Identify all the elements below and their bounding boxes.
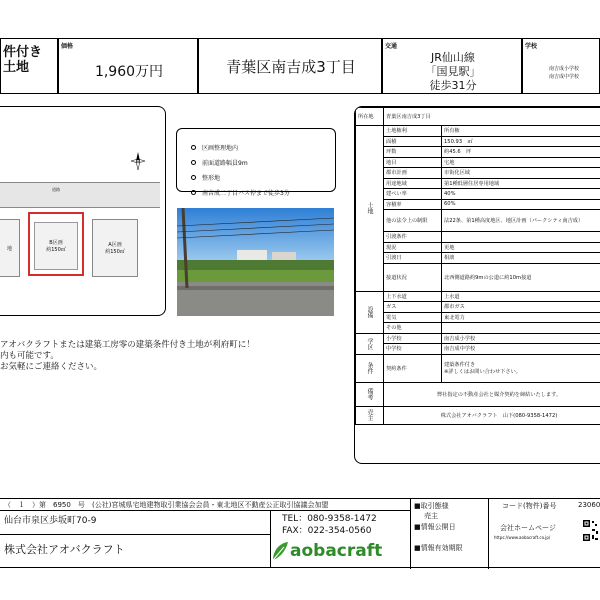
spec-value: 上水道 bbox=[442, 291, 600, 302]
header-price-cell bbox=[58, 38, 198, 94]
price-value: 1,960万円 bbox=[94, 64, 164, 80]
features-box bbox=[176, 128, 336, 197]
lot-b-area: 約150㎡ bbox=[46, 247, 66, 253]
company-logo bbox=[270, 535, 398, 567]
spec-key: 土地権利 bbox=[384, 126, 442, 137]
feature-item: 区画整理地内 bbox=[191, 143, 335, 152]
address-value: 青葉区南吉成3丁目 bbox=[226, 57, 356, 76]
remarks-section: 備考 bbox=[356, 382, 384, 406]
site-photo bbox=[177, 208, 334, 316]
qr-code-icon[interactable] bbox=[582, 519, 600, 543]
land-section: 土地 bbox=[356, 126, 384, 292]
footer bbox=[0, 498, 600, 568]
lot-a-label: A区画 bbox=[108, 242, 122, 248]
spec-key: 都市計画 bbox=[384, 168, 442, 179]
spec-value: 法22条、第1種高度地区、地区計画（パークシティ南吉成） bbox=[442, 210, 600, 232]
conditions-section: 条件 bbox=[356, 354, 384, 382]
feature-item: 南吉成二丁目バス停まで徒歩3分 bbox=[191, 188, 335, 197]
spec-value: 所有権 bbox=[442, 126, 600, 137]
spec-key: 現況 bbox=[384, 242, 442, 253]
lot-a-area: 約150㎡ bbox=[105, 249, 125, 255]
school-section: 学区 bbox=[356, 333, 384, 354]
road bbox=[0, 182, 160, 208]
spec-value: 約45.6 坪 bbox=[442, 147, 600, 158]
header-type-cell bbox=[0, 38, 58, 94]
facility-section: 設備 bbox=[356, 291, 384, 333]
transport-label: 交通 bbox=[385, 43, 398, 50]
spec-key: 契約条件 bbox=[384, 354, 442, 382]
spec-key: 容積率 bbox=[384, 199, 442, 210]
feature-item: 前面道路幅員9m bbox=[191, 158, 335, 167]
spec-key: 接道状況 bbox=[384, 263, 442, 291]
circle-icon bbox=[191, 175, 196, 180]
spec-value: 150.93 ㎡ bbox=[442, 136, 600, 147]
trade-label: ■取引態様 bbox=[414, 502, 449, 510]
spec-value: 60% bbox=[442, 199, 600, 210]
transport-station: 「国見駅」 bbox=[425, 65, 481, 78]
site-map bbox=[0, 106, 166, 316]
header-transport-cell bbox=[382, 38, 522, 94]
location-value: 青葉区南吉成3丁目 bbox=[384, 108, 600, 126]
spec-table bbox=[355, 107, 600, 425]
spec-key: 引渡条件 bbox=[384, 232, 442, 243]
spec-key: 電気 bbox=[384, 312, 442, 323]
lot-a bbox=[92, 219, 138, 277]
spec-key: 地目 bbox=[384, 157, 442, 168]
circle-icon bbox=[191, 160, 196, 165]
spec-key: 上下水道 bbox=[384, 291, 442, 302]
spec-value: 第1種低層住居専用地域 bbox=[442, 178, 600, 189]
remarks-value: 弊社指定の不動産会社と媒介契約を締結いたします。 bbox=[384, 382, 600, 406]
spec-panel bbox=[354, 106, 600, 464]
description-line: 内も可能です。 bbox=[0, 351, 59, 361]
trade-value: 売主 bbox=[424, 512, 438, 520]
spec-value: 南吉成小学校 bbox=[442, 333, 600, 344]
header-address-cell bbox=[198, 38, 382, 94]
lot-left bbox=[0, 219, 20, 277]
lot-b-label: B区画 bbox=[49, 240, 63, 246]
circle-icon bbox=[191, 145, 196, 150]
spec-key: ガス bbox=[384, 302, 442, 313]
homepage-label: 会社ホームページ bbox=[500, 524, 556, 532]
spec-key: 中学校 bbox=[384, 344, 442, 355]
spec-value: 40% bbox=[442, 189, 600, 200]
code-value: 23060 bbox=[578, 501, 600, 509]
spec-key: 坪数 bbox=[384, 147, 442, 158]
school-1: 南吉成小学校 bbox=[549, 66, 580, 72]
spec-value: 都市ガス bbox=[442, 302, 600, 313]
spec-value bbox=[442, 232, 600, 243]
description-line: アオバクラフトまたは建築工房零の建築条件付き土地が利府町に！ bbox=[0, 340, 255, 350]
spec-key: 面積 bbox=[384, 136, 442, 147]
expiry-label: ■情報有効期限 bbox=[414, 544, 463, 552]
association: (公社)宮城県宅地建物取引業協会会員・東北地区不動産公正取引協議会加盟 bbox=[92, 501, 329, 509]
spec-value: 市街化区域 bbox=[442, 168, 600, 179]
price-label: 価格 bbox=[61, 43, 74, 50]
description bbox=[0, 340, 260, 373]
company-address: 仙台市泉区歩坂町70-9 bbox=[4, 516, 97, 526]
transport-line: JR仙山線 bbox=[431, 51, 475, 64]
spec-key: 引渡日 bbox=[384, 253, 442, 264]
company-name: 株式会社アオバクラフト bbox=[4, 543, 125, 556]
lot-left-label: 地 bbox=[6, 245, 12, 252]
leaf-logo-icon bbox=[270, 540, 290, 562]
spec-key: 用途地域 bbox=[384, 178, 442, 189]
license-number: （ １ ）第 6950 号 bbox=[4, 501, 85, 509]
owner-section: 売主 bbox=[356, 406, 384, 424]
code-label: コード(物件)番号 bbox=[502, 502, 557, 510]
spec-value bbox=[442, 323, 600, 334]
spec-key: 建ぺい率 bbox=[384, 189, 442, 200]
road-label: 道路 bbox=[52, 187, 60, 192]
property-type: 件付き 土地 bbox=[3, 45, 43, 75]
circle-icon bbox=[191, 190, 196, 195]
homepage-url[interactable]: https://www.aobacraft.co.jp/ bbox=[494, 535, 551, 540]
location-label: 所在地 bbox=[356, 108, 384, 126]
spec-value: 北西側道路約9mの公道に約10m接道 bbox=[442, 263, 600, 291]
spec-value: 建築条件付き ※詳しくはお問い合わせ下さい。 bbox=[442, 354, 600, 382]
company-tel: TEL：080-9358-1472 bbox=[282, 514, 377, 524]
feature-item: 整形地 bbox=[191, 173, 335, 182]
school-2: 南吉成中学校 bbox=[549, 74, 580, 80]
company-fax: FAX：022-354-0560 bbox=[282, 526, 372, 536]
spec-value: 更地 bbox=[442, 242, 600, 253]
owner-value: 株式会社アオバクラフト 山下(080-9358-1472) bbox=[384, 406, 600, 424]
info-date-label: ■情報公開日 bbox=[414, 523, 456, 531]
spec-key: その他 bbox=[384, 323, 442, 334]
spec-key: 小学校 bbox=[384, 333, 442, 344]
spec-value: 南吉成中学校 bbox=[442, 344, 600, 355]
north-arrow-icon bbox=[130, 151, 146, 171]
header-school-cell bbox=[522, 38, 600, 94]
spec-value: 相談 bbox=[442, 253, 600, 264]
photo-image bbox=[177, 208, 334, 316]
logo-text: aobacraft bbox=[290, 541, 383, 561]
transport-walk: 徒歩31分 bbox=[429, 79, 477, 92]
lot-b bbox=[28, 212, 84, 276]
description-line: お気軽にご連絡ください。 bbox=[0, 362, 103, 372]
spec-key: 他の法令上の制限 bbox=[384, 210, 442, 232]
spec-value: 東北電力 bbox=[442, 312, 600, 323]
school-label: 学校 bbox=[525, 43, 538, 50]
spec-value: 宅地 bbox=[442, 157, 600, 168]
